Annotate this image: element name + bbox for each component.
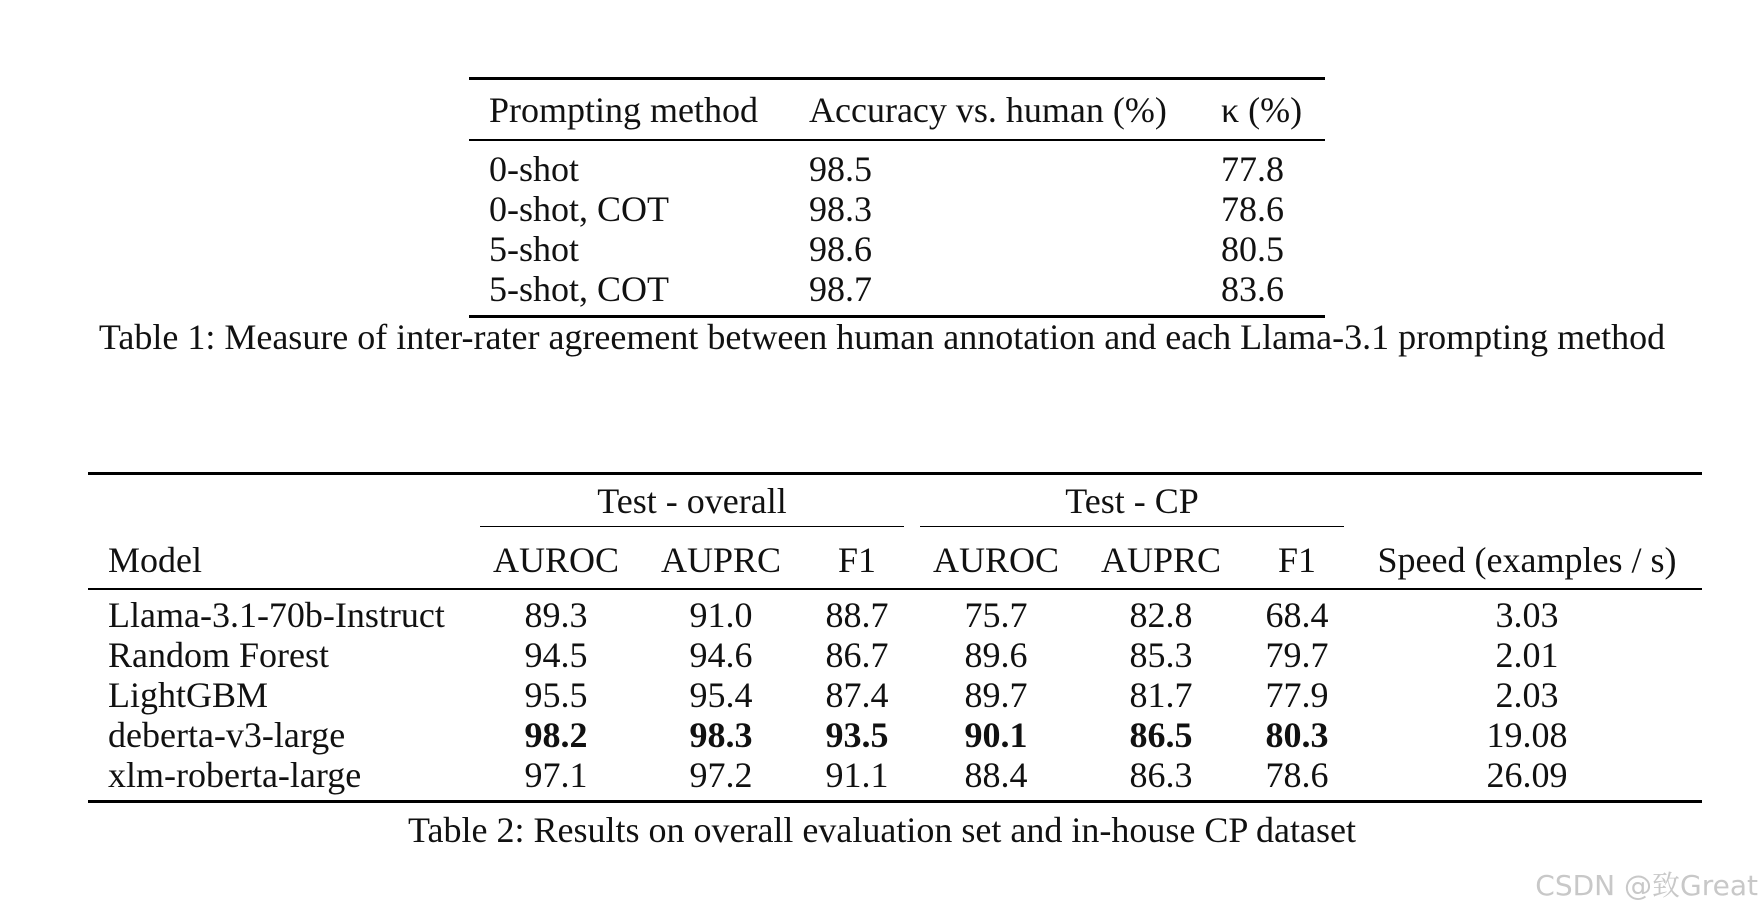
table-cell-accuracy: 98.6 (809, 229, 872, 269)
table-cell-method: 0-shot (489, 149, 579, 189)
table-2 (88, 472, 1702, 803)
table-2-header-f1-cp: F1 (1242, 531, 1352, 589)
table-cell-method: 0-shot, COT (489, 189, 669, 229)
table-row (469, 189, 1325, 229)
table-2-caption: Table 2: Results on overall evaluation set and in-house CP dataset (408, 810, 1356, 850)
table-cell-accuracy: 98.5 (809, 149, 872, 189)
table-1-header-method: Prompting method (469, 79, 809, 141)
group-label-overall: Test - overall (480, 480, 904, 527)
table-cell-method: 5-shot (489, 229, 579, 269)
table-2-header-speed: Speed (examples / s) (1352, 531, 1702, 589)
table-cell-f1-cp: 77.9 (1265, 675, 1329, 715)
table-2-group-header-blank-right (1352, 474, 1702, 532)
table-2-header-model: Model (88, 531, 472, 589)
table-row (88, 755, 1702, 802)
watermark: CSDN @致Great (1535, 869, 1758, 902)
table-cell-auprc-cp: 82.8 (1129, 595, 1193, 635)
table-cell-speed: 2.01 (1495, 635, 1559, 675)
table-cell-f1-overall: 93.5 (825, 715, 889, 755)
table-cell-speed: 3.03 (1495, 595, 1559, 635)
table-cell-auroc-overall: 97.1 (524, 755, 588, 795)
table-2-group-header-overall (472, 474, 912, 532)
table-cell-auroc-cp: 75.7 (964, 595, 1028, 635)
table-cell-kappa: 77.8 (1221, 149, 1284, 189)
table-cell-auroc-overall: 94.5 (524, 635, 588, 675)
table-row (88, 589, 1702, 635)
table-cell-auprc-cp: 86.5 (1129, 715, 1193, 755)
table-2-group-header-cp (912, 474, 1352, 532)
table-1 (469, 77, 1325, 318)
table-1-caption: Table 1: Measure of inter-rater agreement between human annotation and each Llama-3.1 prompting method (98, 317, 1666, 357)
table-2-header-auroc-overall: AUROC (472, 531, 640, 589)
table-cell-model: LightGBM (108, 675, 269, 715)
table-cell-speed: 2.03 (1495, 675, 1559, 715)
table-cell-f1-overall: 91.1 (825, 755, 889, 795)
table-1-header-accuracy: Accuracy vs. human (%) (809, 79, 1221, 141)
table-cell-f1-cp: 68.4 (1265, 595, 1329, 635)
table-cell-f1-cp: 79.7 (1265, 635, 1329, 675)
table-cell-speed: 19.08 (1486, 715, 1568, 755)
table-1-header-kappa: κ (%) (1221, 79, 1325, 141)
table-cell-auroc-cp: 89.7 (964, 675, 1028, 715)
table-cell-speed: 26.09 (1486, 755, 1568, 795)
table-row (469, 269, 1325, 317)
table-cell-auroc-overall: 98.2 (524, 715, 588, 755)
table-cell-f1-overall: 87.4 (825, 675, 889, 715)
table-cell-accuracy: 98.3 (809, 189, 872, 229)
table-cell-f1-cp: 78.6 (1265, 755, 1329, 795)
table-cell-auroc-cp: 89.6 (964, 635, 1028, 675)
group-label-cp: Test - CP (920, 480, 1344, 527)
table-cell-auprc-overall: 91.0 (689, 595, 753, 635)
table-cell-auprc-overall: 95.4 (689, 675, 753, 715)
table-cell-auroc-cp: 90.1 (964, 715, 1028, 755)
table-cell-kappa: 78.6 (1221, 189, 1284, 229)
table-row-best (88, 715, 1702, 755)
table-2-header-auprc-overall: AUPRC (640, 531, 802, 589)
table-cell-model: deberta-v3-large (108, 715, 346, 755)
table-cell-auroc-overall: 95.5 (524, 675, 588, 715)
table-cell-accuracy: 98.7 (809, 269, 872, 309)
table-cell-f1-overall: 88.7 (825, 595, 889, 635)
table-cell-auroc-cp: 88.4 (964, 755, 1028, 795)
table-cell-auprc-overall: 98.3 (689, 715, 753, 755)
table-2-header-f1-overall: F1 (802, 531, 912, 589)
table-cell-f1-cp: 80.3 (1265, 715, 1329, 755)
table-cell-f1-overall: 86.7 (825, 635, 889, 675)
table-cell-auprc-cp: 86.3 (1129, 755, 1193, 795)
table-cell-kappa: 80.5 (1221, 229, 1284, 269)
table-2-group-header-row (88, 474, 1702, 532)
table-1-header-row (469, 79, 1325, 141)
table-cell-model: Random Forest (108, 635, 329, 675)
table-cell-auprc-overall: 97.2 (689, 755, 753, 795)
table-cell-kappa: 83.6 (1221, 269, 1284, 309)
table-cell-auprc-cp: 85.3 (1129, 635, 1193, 675)
table-cell-auroc-overall: 89.3 (524, 595, 588, 635)
table-row (88, 635, 1702, 675)
table-cell-method: 5-shot, COT (489, 269, 669, 309)
table-row (88, 675, 1702, 715)
table-cell-auprc-overall: 94.6 (689, 635, 753, 675)
table-cell-auprc-cp: 81.7 (1129, 675, 1193, 715)
table-cell-model: xlm-roberta-large (108, 755, 362, 795)
table-row (469, 140, 1325, 189)
table-cell-model: Llama-3.1-70b-Instruct (108, 595, 445, 635)
table-row (469, 229, 1325, 269)
table-2-group-header-blank (88, 474, 472, 532)
table-2-header-auroc-cp: AUROC (912, 531, 1080, 589)
table-2-header-row (88, 531, 1702, 589)
table-2-header-auprc-cp: AUPRC (1080, 531, 1242, 589)
